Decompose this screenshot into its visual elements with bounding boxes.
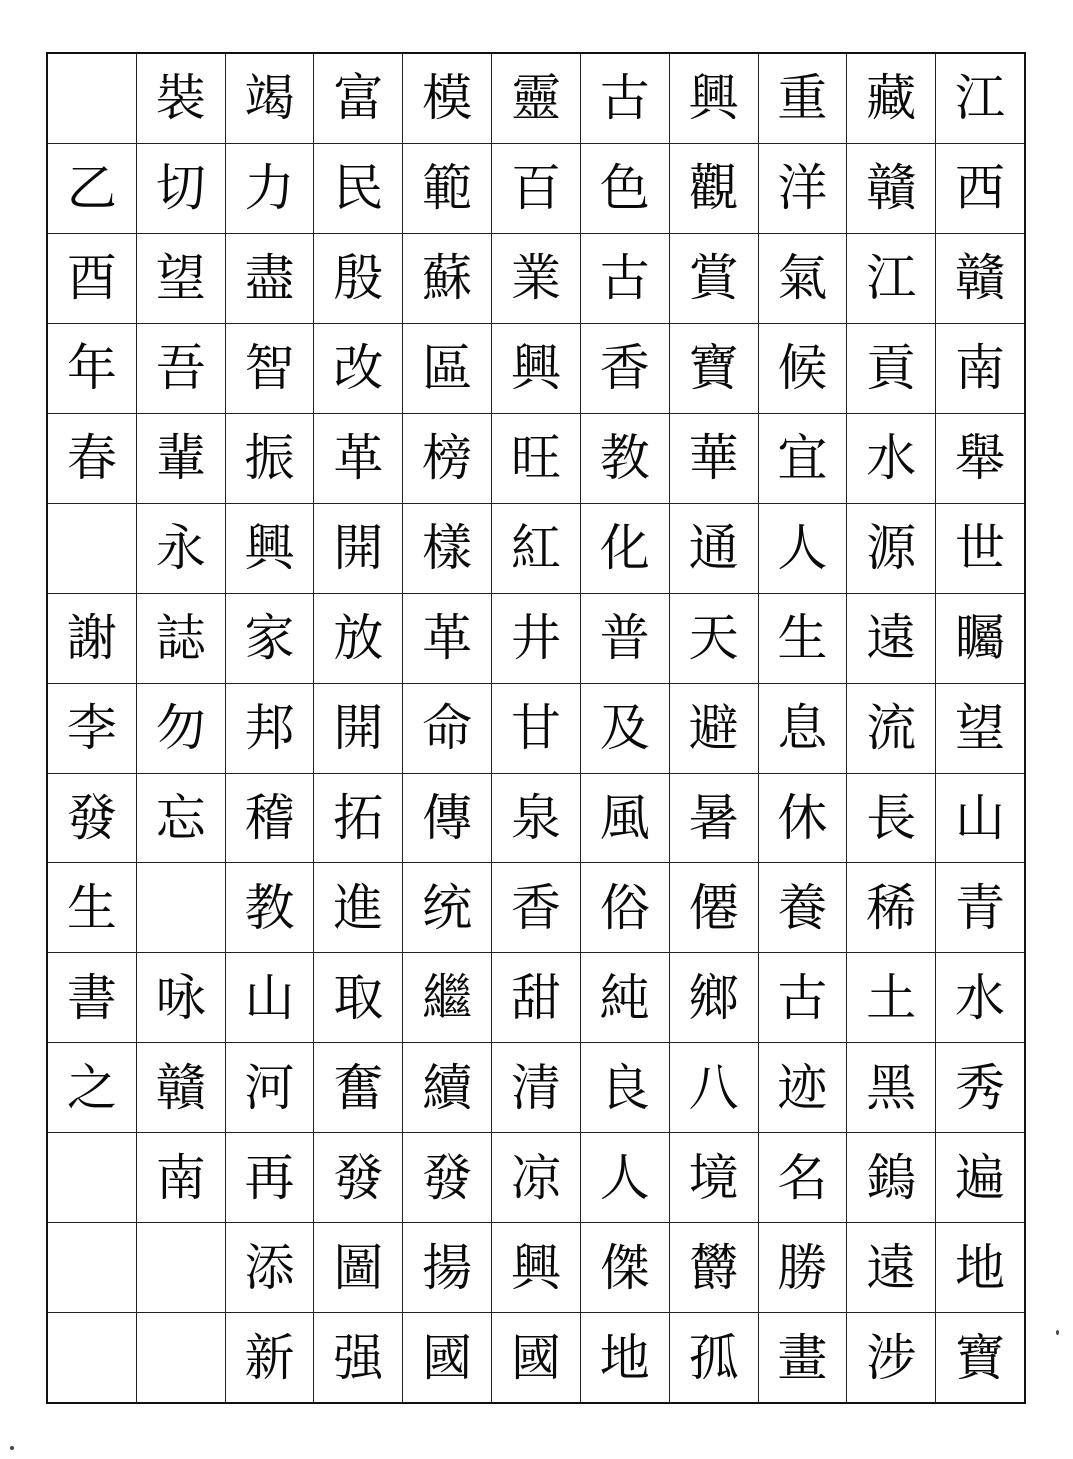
grid-column [136, 54, 225, 1402]
grid-cell: 貢 [847, 323, 935, 413]
grid-cell: 泉 [492, 773, 580, 863]
grid-cell: 革 [314, 413, 402, 503]
grid-cell: 人 [581, 1132, 669, 1222]
grid-cell: 勿 [137, 683, 225, 773]
grid-cell: 凉 [492, 1132, 580, 1222]
grid-cell: 稀 [847, 862, 935, 952]
grid-cell: 香 [581, 323, 669, 413]
grid-cell: 甘 [492, 683, 580, 773]
grid-cell: 業 [492, 233, 580, 323]
grid-cell: 風 [581, 773, 669, 863]
grid-cell: 人 [759, 503, 847, 593]
grid-cell: 候 [759, 323, 847, 413]
grid-cell: 孤 [670, 1312, 758, 1402]
grid-cell: 興 [492, 323, 580, 413]
grid-cell [137, 862, 225, 952]
grid-cell: 南 [137, 1132, 225, 1222]
grid-cell: 山 [226, 952, 314, 1042]
grid-column [48, 54, 136, 1402]
grid-cell: 黑 [847, 1042, 935, 1132]
grid-cell: 智 [226, 323, 314, 413]
grid-cell: 土 [847, 952, 935, 1042]
grid-column [402, 54, 491, 1402]
grid-cell: 放 [314, 593, 402, 683]
grid-cell: 八 [670, 1042, 758, 1132]
grid-cell: 繼 [403, 952, 491, 1042]
grid-cell: 取 [314, 952, 402, 1042]
grid-cell: 地 [936, 1222, 1024, 1312]
grid-cell: 進 [314, 862, 402, 952]
grid-cell: 國 [403, 1312, 491, 1402]
grid-cell: 古 [581, 233, 669, 323]
grid-cell: 天 [670, 593, 758, 683]
grid-cell: 革 [403, 593, 491, 683]
grid-cell: 舉 [936, 413, 1024, 503]
grid-cell: 開 [314, 503, 402, 593]
grid-column [491, 54, 580, 1402]
grid-cell: 水 [847, 413, 935, 503]
character-grid [46, 52, 1026, 1404]
grid-cell: 贛 [847, 143, 935, 233]
grid-cell: 古 [599, 69, 650, 128]
grid-cell: 地 [581, 1312, 669, 1402]
grid-cell: 興 [492, 1222, 580, 1312]
paper-speck [10, 1446, 14, 1450]
grid-cell: 興 [688, 69, 739, 128]
grid-cell: 良 [581, 1042, 669, 1132]
grid-cell: 寶 [670, 323, 758, 413]
grid-cell: 及 [581, 683, 669, 773]
grid-cell: 傳 [403, 773, 491, 863]
grid-cell: 李 [48, 683, 136, 773]
grid-cell: 遠 [847, 1222, 935, 1312]
grid-column [669, 54, 758, 1402]
grid-cell: 秀 [936, 1042, 1024, 1132]
grid-cell: 色 [581, 143, 669, 233]
grid-cell: 發 [314, 1132, 402, 1222]
grid-cell: 觀 [670, 143, 758, 233]
grid-cell: 養 [759, 862, 847, 952]
grid-column [313, 54, 402, 1402]
grid-cell: 力 [226, 143, 314, 233]
grid-cell: 宜 [759, 413, 847, 503]
grid-cell: 鎢 [847, 1132, 935, 1222]
grid-cell: 遍 [936, 1132, 1024, 1222]
grid-cell: 誌 [137, 593, 225, 683]
grid-cell: 樣 [403, 503, 491, 593]
calligraphy-sheet [46, 52, 1026, 1404]
grid-cell: 開 [314, 683, 402, 773]
grid-cell [48, 503, 136, 593]
grid-cell: 西 [936, 143, 1024, 233]
grid-cell: 傑 [581, 1222, 669, 1312]
grid-cell: 書 [48, 952, 136, 1042]
grid-cell: 息 [759, 683, 847, 773]
grid-cell: 南 [936, 323, 1024, 413]
grid-cell: 百 [492, 143, 580, 233]
grid-cell: 國 [492, 1312, 580, 1402]
grid-cell: 河 [226, 1042, 314, 1132]
grid-cell: 名 [759, 1132, 847, 1222]
grid-cell: 古 [759, 952, 847, 1042]
grid-cell: 贛 [936, 233, 1024, 323]
grid-cell: 望 [936, 683, 1024, 773]
grid-cell: 青 [936, 862, 1024, 952]
grid-cell: 華 [670, 413, 758, 503]
grid-cell: 邦 [226, 683, 314, 773]
grid-cell: 改 [314, 323, 402, 413]
grid-cell: 竭 [244, 69, 295, 128]
grid-cell: 家 [226, 593, 314, 683]
grid-cell: 乙 [48, 143, 136, 233]
grid-cell [137, 1312, 225, 1402]
grid-cell: 忘 [137, 773, 225, 863]
grid-cell [48, 1312, 136, 1402]
grid-cell: 稽 [226, 773, 314, 863]
grid-cell: 畫 [759, 1312, 847, 1402]
grid-cell: 謝 [48, 593, 136, 683]
grid-cell: 氣 [759, 233, 847, 323]
grid-cell: 遠 [847, 593, 935, 683]
grid-cell: 涉 [847, 1312, 935, 1402]
grid-cell: 紅 [492, 503, 580, 593]
grid-cell: 俗 [581, 862, 669, 952]
grid-cell: 重 [777, 69, 828, 128]
grid-cell: 僊 [670, 862, 758, 952]
grid-cell: 發 [403, 1132, 491, 1222]
grid-cell: 續 [403, 1042, 491, 1132]
grid-cell: 興 [226, 503, 314, 593]
grid-cell: 避 [670, 683, 758, 773]
grid-column [758, 54, 847, 1402]
grid-cell: 裝 [155, 69, 206, 128]
grid-cell: 山 [936, 773, 1024, 863]
grid-cell: 暑 [670, 773, 758, 863]
grid-cell: 拓 [314, 773, 402, 863]
grid-column [846, 54, 935, 1402]
grid-cell: 殷 [314, 233, 402, 323]
grid-cell: 寶 [936, 1312, 1024, 1402]
grid-cell: 生 [759, 593, 847, 683]
grid-cell: 境 [670, 1132, 758, 1222]
grid-cell [48, 54, 136, 143]
grid-cell: 香 [492, 862, 580, 952]
grid-cell: 春 [48, 413, 136, 503]
grid-cell: 之 [48, 1042, 136, 1132]
grid-cell: 望 [137, 233, 225, 323]
grid-cell: 奮 [314, 1042, 402, 1132]
grid-cell: 添 [226, 1222, 314, 1312]
grid-cell: 勝 [759, 1222, 847, 1312]
grid-cell: 靈 [510, 69, 561, 128]
grid-cell: 再 [226, 1132, 314, 1222]
grid-cell: 水 [936, 952, 1024, 1042]
grid-cell: 教 [226, 862, 314, 952]
grid-cell: 贛 [137, 1042, 225, 1132]
paper-speck [1056, 1330, 1059, 1335]
grid-cell: 長 [847, 773, 935, 863]
grid-cell: 民 [314, 143, 402, 233]
grid-cell: 生 [48, 862, 136, 952]
grid-column [935, 54, 1024, 1402]
grid-cell: 藏 [866, 69, 917, 128]
grid-cell: 普 [581, 593, 669, 683]
grid-cell: 迹 [759, 1042, 847, 1132]
grid-cell: 世 [936, 503, 1024, 593]
grid-cell: 清 [492, 1042, 580, 1132]
grid-cell: 永 [137, 503, 225, 593]
grid-cell: 發 [48, 773, 136, 863]
grid-cell: 江 [847, 233, 935, 323]
grid-cell: 鄉 [670, 952, 758, 1042]
grid-cell: 咏 [137, 952, 225, 1042]
grid-cell: 流 [847, 683, 935, 773]
grid-cell: 模 [422, 69, 473, 128]
grid-cell: 统 [403, 862, 491, 952]
grid-cell: 吾 [137, 323, 225, 413]
grid-column [225, 54, 314, 1402]
grid-cell: 教 [581, 413, 669, 503]
grid-cell: 强 [314, 1312, 402, 1402]
grid-cell: 輩 [137, 413, 225, 503]
grid-cell: 揚 [403, 1222, 491, 1312]
grid-cell: 欝 [670, 1222, 758, 1312]
grid-cell: 圖 [314, 1222, 402, 1312]
grid-cell: 旺 [492, 413, 580, 503]
grid-cell: 富 [333, 69, 384, 128]
grid-cell [137, 1222, 225, 1312]
grid-cell: 年 [48, 323, 136, 413]
grid-cell: 榜 [403, 413, 491, 503]
grid-cell: 新 [226, 1312, 314, 1402]
grid-cell: 酉 [48, 233, 136, 323]
grid-cell: 矚 [936, 593, 1024, 683]
grid-cell [48, 1222, 136, 1312]
grid-cell: 化 [581, 503, 669, 593]
grid-cell: 切 [137, 143, 225, 233]
grid-cell: 井 [492, 593, 580, 683]
grid-cell: 純 [581, 952, 669, 1042]
grid-cell [48, 1132, 136, 1222]
grid-cell: 振 [226, 413, 314, 503]
grid-cell: 蘇 [403, 233, 491, 323]
grid-cell: 洋 [759, 143, 847, 233]
grid-cell: 賞 [670, 233, 758, 323]
grid-cell: 盡 [226, 233, 314, 323]
grid-cell: 區 [403, 323, 491, 413]
grid-cell: 江 [955, 69, 1006, 128]
grid-cell: 通 [670, 503, 758, 593]
grid-column [580, 54, 669, 1402]
grid-cell: 源 [847, 503, 935, 593]
grid-cell: 命 [403, 683, 491, 773]
grid-cell: 範 [403, 143, 491, 233]
grid-cell: 甜 [492, 952, 580, 1042]
grid-cell: 休 [759, 773, 847, 863]
